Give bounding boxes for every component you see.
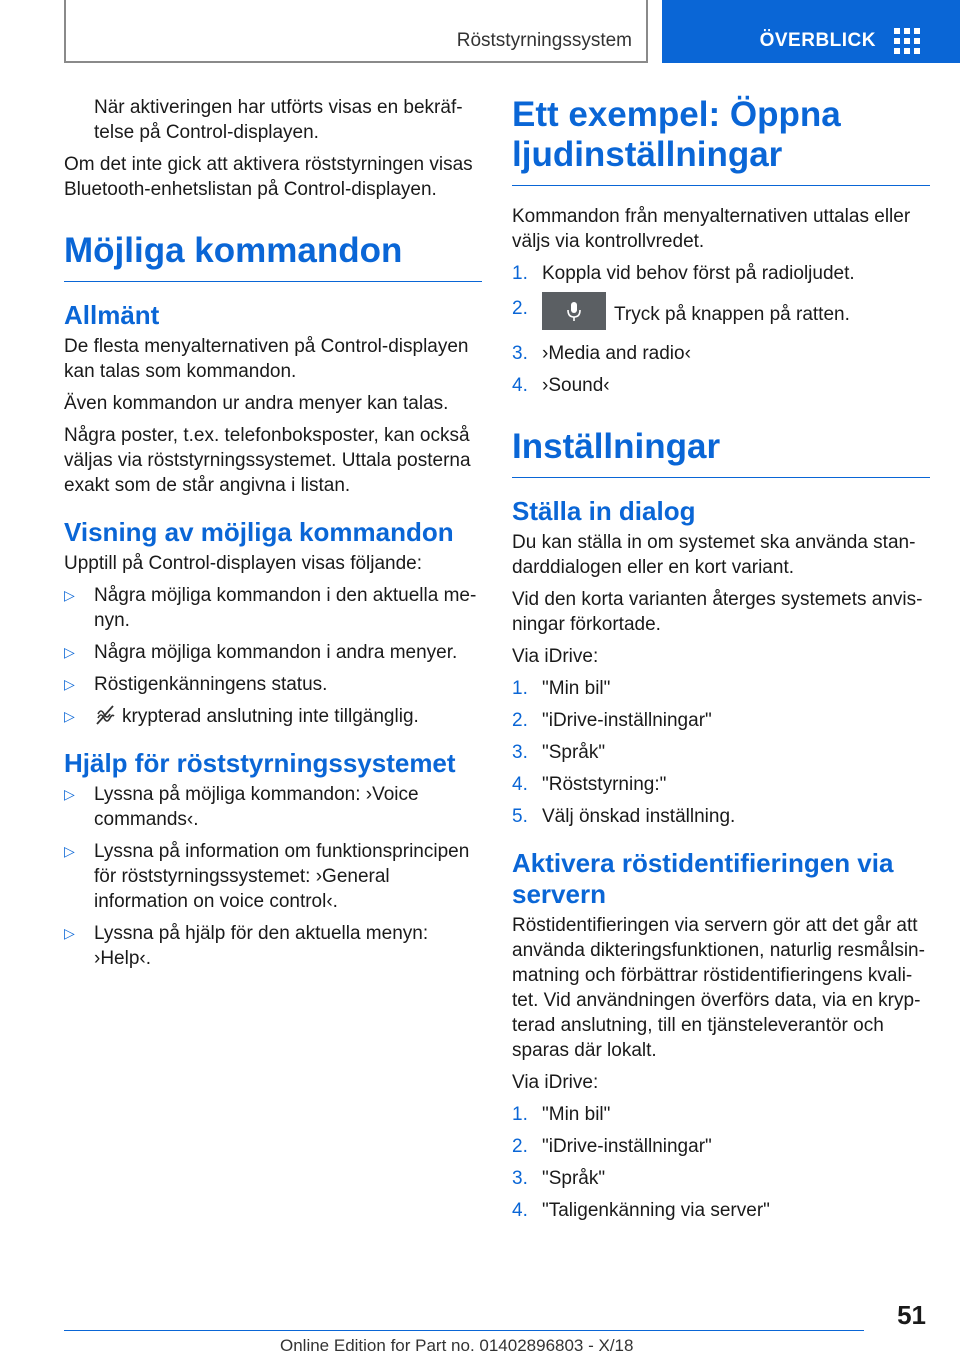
list-item: 4. "Röststyrning:" [512,774,667,795]
list-item: ▷ Några möjliga kommandon i den aktuella menyn. [64,585,477,631]
left-column [64,95,482,978]
list-item: 1. "Min bil" [512,1104,611,1125]
bullet-icon: ▷ [64,587,75,603]
list-item: ▷ Lyssna på hjälp för den aktuella menyn: ›Help‹. [64,923,429,969]
list-item: 3. "Språk" [512,742,606,763]
bullet-icon: ▷ [64,644,75,660]
bullet-icon: ▷ [64,676,75,692]
microphone-icon [566,301,582,323]
voice-button [542,292,606,330]
bullet-icon: ▷ [64,843,75,859]
right-column [512,95,930,1230]
heading-settings: Inställningar [512,427,930,478]
dialog-steps [512,676,930,829]
chapter-title: ÖVERBLICK [759,30,876,51]
general-text-1: De flesta menyalternativen på Control-displayen kan talas som kommandon. [64,336,469,382]
footer-divider [64,1330,864,1331]
help-list [64,782,482,971]
example-steps [512,261,930,398]
heading-possible-commands: Möjliga kommandon [64,231,482,282]
general-text-2: Även kommandon ur andra menyer kan talas. [64,393,449,414]
server-via: Via iDrive: [512,1072,599,1093]
server-text: Röstidentifieringen via servern gör att det går att använda dikteringsfunktionen, naturlig resmålsinmatning och förbättrar röstidentifieringens kvalitet. Vid användningen överförs data, via en krypterad anslutning, till en tjänsteleverantör och sparas där lokalt. [512,915,925,1061]
display-commands-list [64,583,482,729]
list-item: ▷ Röstigenkänningens status. [64,674,328,695]
list-item: 4. "Taligenkänning via server" [512,1200,770,1221]
list-item: 4. ›Sound‹ [512,375,610,396]
list-item: 2. "iDrive-inställningar" [512,710,712,731]
general-text-3: Några poster, t.ex. telefonboksposter, kan också väljas via röststyrningssystemet. Uttala posterna exakt som de står angivna i listan. [64,425,471,496]
display-commands-intro: Upptill på Control-displayen visas följande: [64,553,423,574]
activation-done-text: När aktiveringen har utförts visas en bekräftelse på Control-displayen. [94,97,463,143]
list-item: ▷ krypterad anslutning inte tillgänglig. [64,704,482,729]
encryption-off-icon [94,704,116,726]
bullet-icon: ▷ [64,925,75,941]
heading-server: Aktivera röstidentifieringen via servern [512,848,894,909]
list-item: 1. Koppla vid behov först på radioljudet. [512,263,855,284]
heading-dialog: Ställa in dialog [512,496,696,526]
header-section-box [64,0,648,63]
header-chapter-tab[interactable] [662,0,960,63]
page-number: 51 [897,1300,926,1330]
list-item: ▷ Lyssna på information om funktionsprincipen för röststyrningssystemet: ›General information on voice control‹. [64,841,470,912]
server-steps [512,1102,930,1223]
list-item: ▷ Några möjliga kommandon i andra menyer. [64,642,458,663]
list-item: ▷ Lyssna på möjliga kommandon: ›Voice commands‹. [64,784,419,830]
activation-failed-text: Om det inte gick att aktivera röststyrningen visas Bluetooth-enhetslistan på Control-displayen. [64,154,473,200]
list-item: 3. "Språk" [512,1168,606,1189]
dialog-text-2: Vid den korta varianten återges systemets anvisningar förkortade. [512,589,923,635]
heading-general: Allmänt [64,300,160,330]
example-intro: Kommandon från menyalternativen uttalas eller väljs via kontrollvredet. [512,206,911,252]
heading-example: Ett exempel: Öppna ljudinställningar [512,95,930,186]
list-item: 5. Välj önskad inställning. [512,806,736,827]
footer-edition: Online Edition for Part no. 01402896803 - X/18 [280,1336,634,1355]
list-item: 3. ›Media and radio‹ [512,343,691,364]
bullet-icon: ▷ [64,786,75,802]
heading-display-commands: Visning av möjliga kommandon [64,517,454,547]
dialog-text-1: Du kan ställa in om systemet ska använda standarddialogen eller en kort variant. [512,532,916,578]
bullet-icon: ▷ [64,708,75,724]
dialog-via: Via iDrive: [512,646,599,667]
grid-icon [894,28,920,54]
heading-help: Hjälp för röststyrningssystemet [64,748,456,778]
list-item: 1. "Min bil" [512,678,611,699]
list-item: 2. Tryck på knappen på ratten. [512,296,930,334]
section-title: Röststyrningssystem [456,30,632,51]
list-item: 2. "iDrive-inställningar" [512,1136,712,1157]
